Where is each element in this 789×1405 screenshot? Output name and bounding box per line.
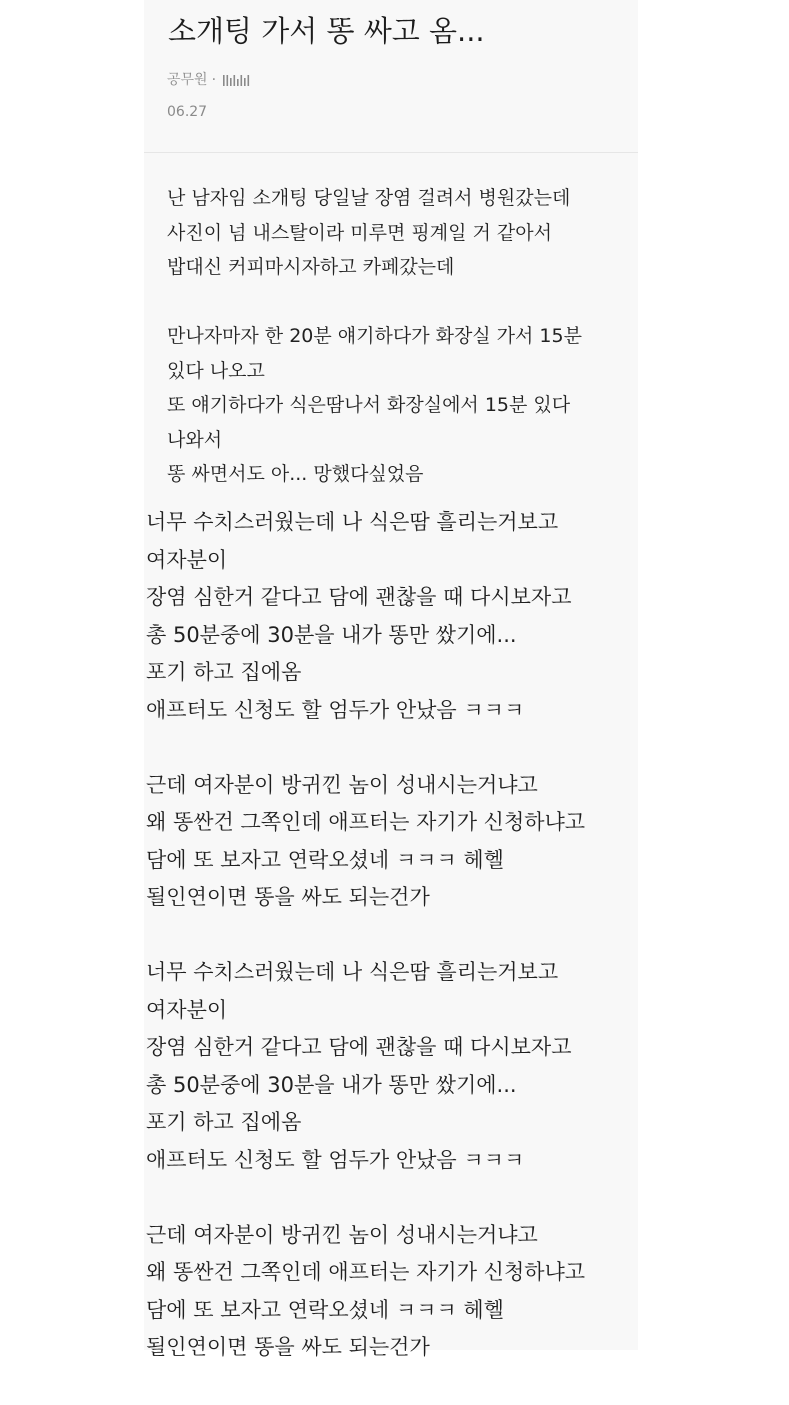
post-title: 소개팅 가서 똥 싸고 옴... bbox=[168, 14, 485, 48]
text-line: 애프터도 신청도 할 엄두가 안났음 ㅋㅋㅋ bbox=[146, 697, 525, 722]
blank-line bbox=[146, 1179, 646, 1217]
text-line: 있다 나오고 bbox=[167, 359, 265, 382]
blank-line bbox=[167, 285, 617, 320]
meta-separator: · bbox=[211, 72, 217, 88]
text-line: 만나자마자 한 20분 얘기하다가 화장실 가서 15분 bbox=[167, 325, 582, 347]
post-body bbox=[146, 504, 646, 1367]
text-line: 난 남자임 소개팅 당일날 장염 걸려서 병원갔는데 bbox=[167, 187, 571, 209]
text-line: 왜 똥싼건 그쪽인데 애프터는 자기가 신청하냐고 bbox=[146, 1260, 586, 1284]
text-line: 왜 똥싼건 그쪽인데 애프터는 자기가 신청하냐고 bbox=[146, 810, 586, 834]
text-line: 될인연이면 똥을 싸도 되는건가 bbox=[146, 885, 430, 909]
text-line: 포기 하고 집에옴 bbox=[146, 1110, 302, 1134]
post-date: 06.27 bbox=[167, 104, 208, 120]
text-line: 될인연이면 똥을 싸도 되는건가 bbox=[146, 1335, 430, 1359]
text-line: 여자분이 bbox=[146, 997, 228, 1022]
text-line: 애프터도 신청도 할 엄두가 안났음 ㅋㅋㅋ bbox=[146, 1147, 525, 1172]
text-line: 또 얘기하다가 식은땀나서 화장실에서 15분 있다 bbox=[167, 394, 571, 416]
text-line: 포기 하고 집에옴 bbox=[146, 660, 302, 684]
text-line: 근데 여자분이 방귀낀 놈이 성내시는거냐고 bbox=[146, 1222, 538, 1247]
blank-line bbox=[146, 729, 646, 767]
text-line: 담에 또 보자고 연락오셨네 ㅋㅋㅋ 헤헬 bbox=[146, 847, 504, 872]
post-meta bbox=[167, 70, 252, 90]
text-line: 너무 수치스러웠는데 나 식은땀 흘리는거보고 bbox=[146, 510, 559, 534]
text-line: 밥대신 커피마시자하고 카페갔는데 bbox=[167, 256, 455, 278]
text-line: 근데 여자분이 방귀낀 놈이 성내시는거냐고 bbox=[146, 772, 538, 797]
text-line: 너무 수치스러웠는데 나 식은땀 흘리는거보고 bbox=[146, 960, 559, 984]
text-line: 장염 심한거 같다고 담에 괜찮을 때 다시보자고 bbox=[146, 1035, 572, 1059]
text-line: 여자분이 bbox=[146, 547, 228, 572]
text-line: 똥 싸면서도 아... 망했다싶었음 bbox=[167, 463, 424, 485]
author-name[interactable]: 공무원 bbox=[167, 72, 208, 88]
text-line: 총 50분중에 30분을 내가 똥만 쌌기에... bbox=[146, 1072, 517, 1097]
text-line: 사진이 넘 내스탈이라 미루면 핑계일 거 같아서 bbox=[167, 221, 552, 244]
header-divider bbox=[144, 152, 638, 153]
text-line: 총 50분중에 30분을 내가 똥만 쌌기에... bbox=[146, 622, 517, 647]
text-line: 나와서 bbox=[167, 428, 223, 451]
text-line: 담에 또 보자고 연락오셨네 ㅋㅋㅋ 헤헬 bbox=[146, 1297, 504, 1322]
blank-line bbox=[146, 917, 646, 955]
barcode-icon bbox=[222, 73, 252, 87]
text-line: 장염 심한거 같다고 담에 괜찮을 때 다시보자고 bbox=[146, 585, 572, 609]
quoted-text-block bbox=[167, 181, 617, 492]
